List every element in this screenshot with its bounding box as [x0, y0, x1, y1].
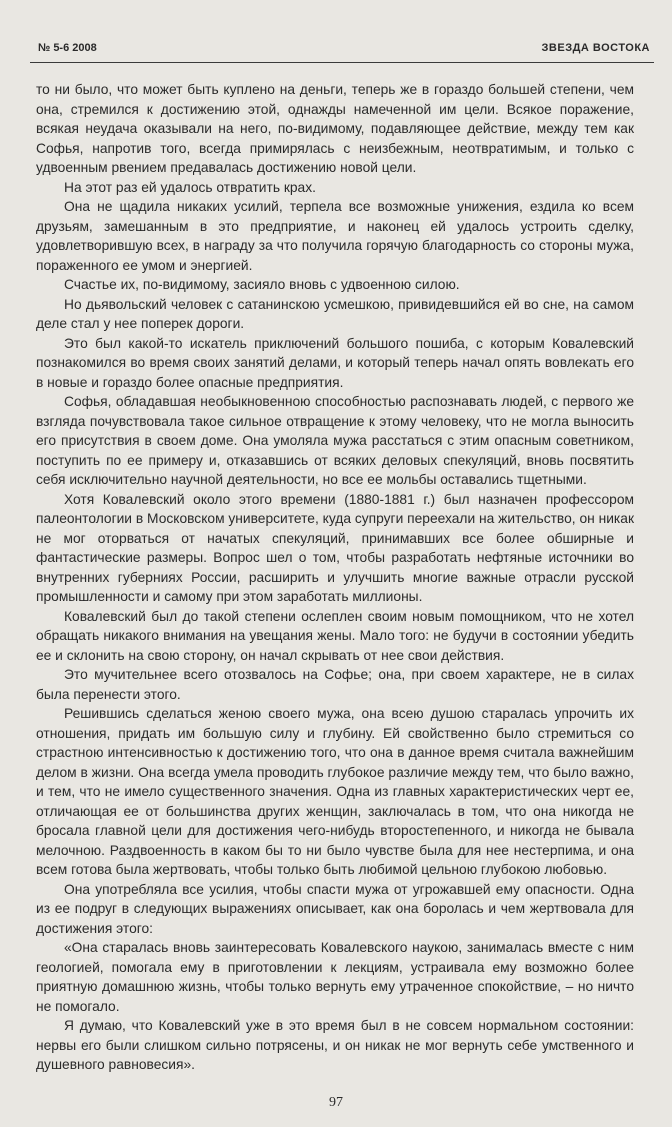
paragraph: Это был какой-то искатель приключений большого пошиба, с которым Ковалевский познакомился во время своих занятий делами, и который теперь начал опять вовлекать его в новые и гораздо более опасные предприятия.: [36, 335, 634, 390]
paragraph: Ковалевский был до такой степени ослеплен своим новым помощником, что не хотел обращать никакого внимания на увещания жены. Мало того: не будучи в состоянии убедить ее и склонить на свою сторону, он начал скрывать от нее свои действия.: [36, 608, 634, 663]
paragraph: Счастье их, по-видимому, засияло вновь с удвоенною силою.: [64, 277, 460, 292]
paragraph: Решившись сделаться женою своего мужа, она всею душою старалась упрочить их отношения, придать им большую силу и глубину. Ей свойственно было стремиться со страстною интенсивностью к достижению того, что она в данное время считала важнейшим делом в жизни. Она всегда умела проводить глубокое различие между тем, что было важно, и тем, что не имело существенного значения. Одна из главных характеристических черт ее, отличающая ее от большинства других женщин, заключалась в том, что она никогда не бросала главной цели для достижения чего-нибудь второстепенного, и никогда не бывала мелочною. Раздвоенность в каком бы то ни было чувстве была для нее нестерпима, и она всем готова была жертвовать, чтобы только быть любимой цельною глубокою любовью.: [36, 706, 634, 877]
paragraph: «Она старалась вновь заинтересовать Ковалевского наукою, занималась вместе с ним геологией, помогала ему в приготовлении к лекциям, устраивала ему возможно более приятную домашнюю жизнь, чтобы только вернуть ему утраченное спокойствие, – но ничто не помогало.: [36, 940, 634, 1014]
paragraph: Софья, обладавшая необыкновенною способностью распознавать людей, с первого же взгляда почувствовала такое сильное отвращение к этому человеку, что не могла выносить его присутствия в своем доме. Она умоляла мужа расстаться с этим опасным советником, поступить по ее примеру и, отказавшись от всяких деловых спекуляций, вновь посвятить себя исключительно научной деятельности, но все ее мольбы оставались тщетными.: [36, 394, 634, 487]
paragraph: Это мучительнее всего отозвалось на Софье; она, при своем характере, не в силах была перенести этого.: [36, 667, 634, 702]
paragraph: Она не щадила никаких усилий, терпела все возможные унижения, ездила ко всем друзьям, замешанным в это предприятие, и наконец ей удалось устроить сделку, удовлетворившую всех, в награду за что получила горячую благодарность со стороны мужа, пораженного ее умом и энергией.: [36, 199, 634, 273]
paragraph: На этот раз ей удалось отвратить крах.: [64, 179, 316, 195]
paragraph: то ни было, что может быть куплено на деньги, теперь же в гораздо большей степени, чем она, стремился к достижению этой, однажды намеченной им цели. Всякое поражение, всякая неудача оказывали на него, по-видимому, подавляющее действие, между тем как Софья, напротив того, всегда примирялась с неизбежным, неотвратимым, и только с удвоенным рвением предавалась достижению новой цели.: [36, 82, 634, 175]
paragraph: Но дьявольский человек с сатанинскою усмешкою, привидевшийся ей во сне, на самом деле стал у нее поперек дороги.: [36, 296, 634, 331]
paragraph: Она употребляла все усилия, чтобы спасти мужа от угрожавшей ему опасности. Одна из ее подруг в следующих выражениях описывает, как она боролась и чем жертвовала для достижения этого:: [36, 881, 634, 936]
paragraph: Хотя Ковалевский около этого времени (1880-1881 г.) был назначен профессором палеонтологии в Московском университете, куда супруги переехали на жительство, он никак не мог оторваться от начатых спекуляций, принимавших все более обширные и фантастические размеры. Вопрос шел о том, чтобы разработать нефтяные источники во внутренних губерниях России, расширить и улучшить многие важные отрасли русской промышленности и самому при этом заработать миллионы.: [36, 491, 634, 604]
article-body: [36, 80, 634, 1075]
issue-number: № 5-6 2008: [38, 42, 97, 54]
journal-title: ЗВЕЗДА ВОСТОКА: [541, 42, 650, 54]
page-number: 97: [329, 1095, 343, 1110]
running-head: [30, 40, 654, 63]
paragraph: Я думаю, что Ковалевский уже в это время был в не совсем нормальном состоянии: нервы его были слишком сильно потрясены, и он никак не мог вернуть себе умственного и душевного равновесия».: [36, 1018, 634, 1072]
